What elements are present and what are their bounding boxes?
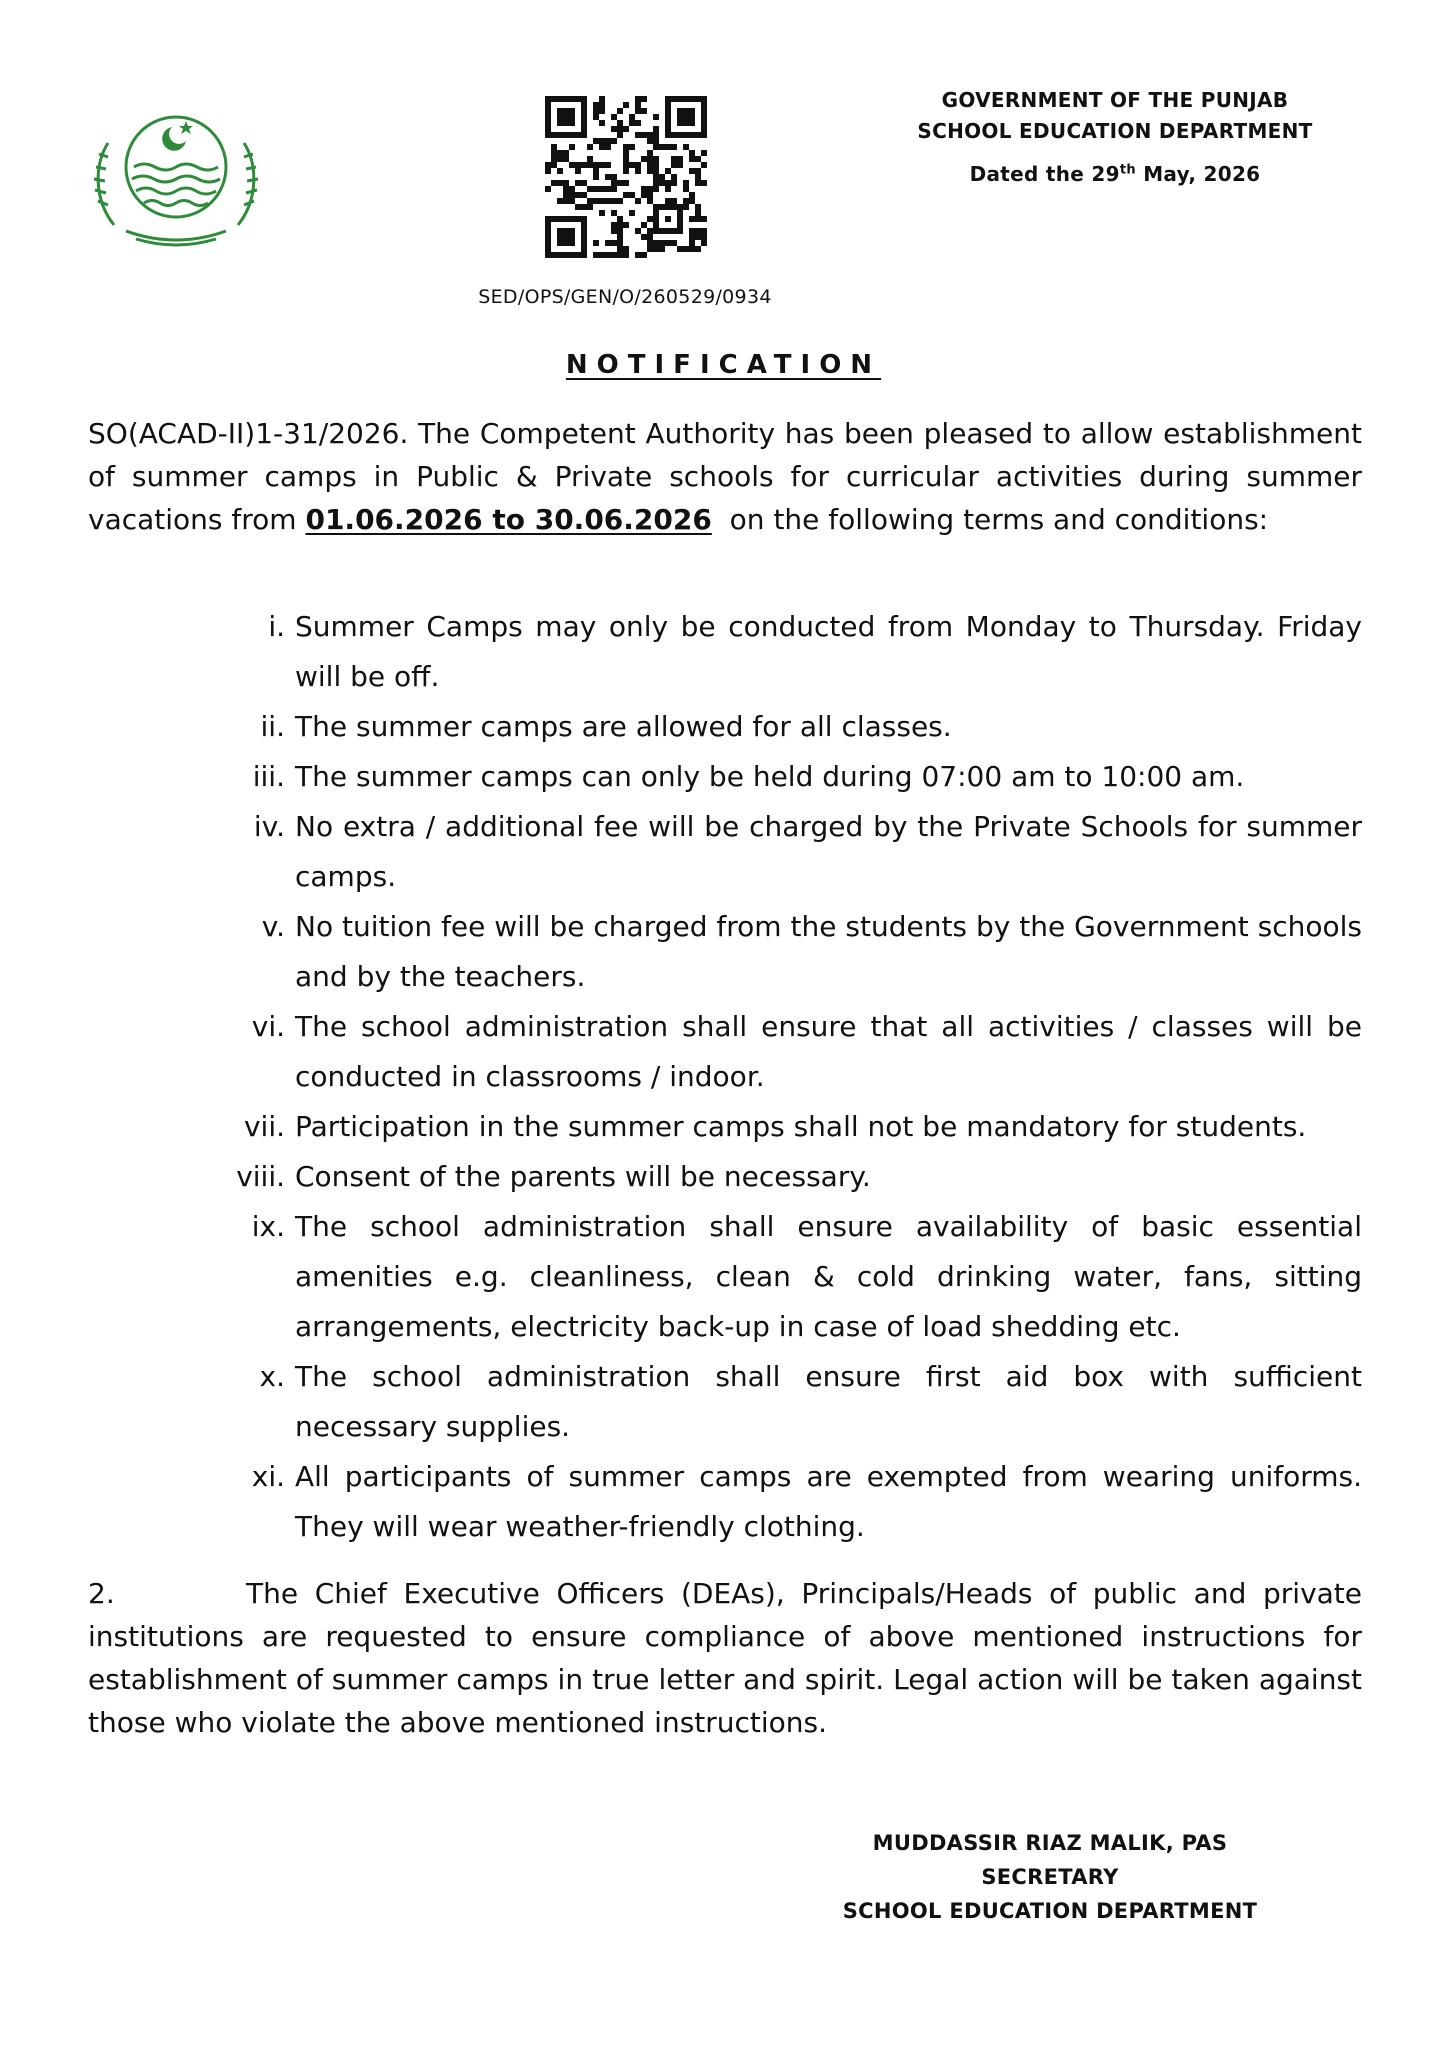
government-of-punjab-emblem-icon <box>86 105 266 253</box>
term-item <box>210 802 1362 902</box>
qr-code <box>545 96 707 258</box>
term-number: v. <box>261 910 285 943</box>
date-range: 01.06.2026 to 30.06.2026 <box>305 503 712 536</box>
signatory-name: MUDDASSIR RIAZ MALIK, PAS <box>872 1831 1228 1855</box>
notification-title-text: NOTIFICATION <box>565 350 882 380</box>
intro-text-before: SO(ACAD-II)1-31/2026. The Competent Authority has been pleased to allow establishment of summer camps in Public & Private schools for curricular activities during summer vacations from <box>88 417 1362 536</box>
term-text: The school administration shall ensure first aid box with sufficient necessary supplies. <box>295 1360 1362 1443</box>
government-heading: GOVERNMENT OF THE PUNJAB <box>941 88 1289 112</box>
paragraph-number: 2. <box>88 1577 115 1610</box>
term-text: All participants of summer camps are exempted from wearing uniforms. They will wear weather-friendly clothing. <box>295 1460 1362 1543</box>
intro-paragraph <box>88 412 1362 541</box>
term-item <box>210 902 1362 1002</box>
term-number: xi. <box>251 1460 285 1493</box>
term-number: x. <box>259 1360 285 1393</box>
qr-code-icon <box>545 96 707 258</box>
issue-date <box>860 162 1370 186</box>
term-item <box>210 1452 1362 1552</box>
term-text: The summer camps are allowed for all classes. <box>295 710 952 743</box>
term-text: Participation in the summer camps shall not be mandatory for students. <box>295 1110 1307 1143</box>
term-text: The summer camps can only be held during 07:00 am to 10:00 am. <box>295 760 1245 793</box>
term-number: iv. <box>253 810 285 843</box>
signature-block <box>800 1826 1300 1928</box>
term-item <box>210 702 1362 752</box>
term-number: i. <box>268 610 285 643</box>
term-number: vii. <box>243 1110 285 1143</box>
notification-title <box>0 350 1447 380</box>
term-text: Consent of the parents will be necessary. <box>295 1160 871 1193</box>
signatory-department: SCHOOL EDUCATION DEPARTMENT <box>842 1899 1258 1923</box>
term-item <box>210 1202 1362 1352</box>
term-text: The school administration shall ensure that all activities / classes will be conducted in classrooms / indoor. <box>295 1010 1362 1093</box>
reference-number: SED/OPS/GEN/O/260529/0934 <box>478 286 772 308</box>
date-suffix: May, 2026 <box>1135 162 1261 186</box>
term-number: ix. <box>251 1210 285 1243</box>
terms-list <box>210 602 1362 1552</box>
term-item <box>210 1102 1362 1152</box>
term-text: Summer Camps may only be conducted from Monday to Thursday. Friday will be off. <box>295 610 1362 693</box>
signatory-designation: SECRETARY <box>981 1865 1119 1889</box>
date-ordinal-suffix: th <box>1119 162 1136 178</box>
term-number: iii. <box>252 760 285 793</box>
term-text: The school administration shall ensure availability of basic essential amenities e.g. cleanliness, clean & cold drinking water, fans, sitting arrangements, electricity back-up in case of load shedding etc. <box>295 1210 1362 1343</box>
term-number: vi. <box>251 1010 285 1043</box>
punjab-emblem-logo <box>86 105 266 253</box>
term-item <box>210 752 1362 802</box>
term-item <box>210 1152 1362 1202</box>
term-item <box>210 1352 1362 1452</box>
term-item <box>210 1002 1362 1102</box>
paragraph-2 <box>88 1572 1362 1744</box>
intro-text-after: on the following terms and conditions: <box>711 503 1269 536</box>
term-text: No tuition fee will be charged from the students by the Government schools and by the teachers. <box>295 910 1362 993</box>
department-heading: SCHOOL EDUCATION DEPARTMENT <box>917 119 1313 143</box>
term-text: No extra / additional fee will be charged by the Private Schools for summer camps. <box>295 810 1362 893</box>
term-number: ii. <box>260 710 285 743</box>
paragraph-2-text: The Chief Executive Officers (DEAs), Principals/Heads of public and private institutions are requested to ensure compliance of above mentioned instructions for establishment of summer camps in true letter and spirit. Legal action will be taken against those who violate the above mentioned instructions. <box>88 1577 1362 1739</box>
date-prefix: Dated the 29 <box>969 162 1120 186</box>
term-item <box>210 602 1362 702</box>
term-number: viii. <box>236 1160 285 1193</box>
